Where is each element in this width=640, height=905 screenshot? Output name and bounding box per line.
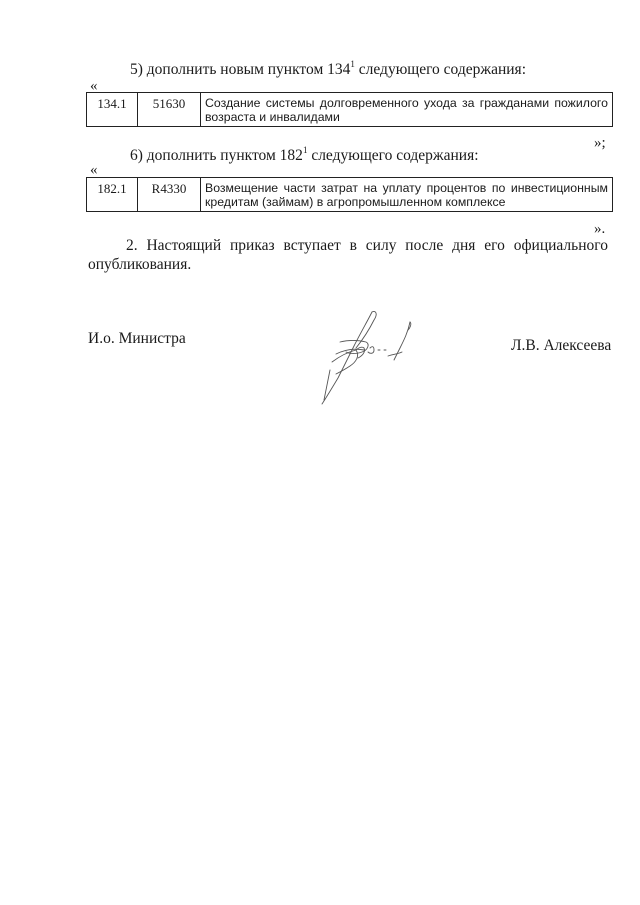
item-6-line — [130, 146, 479, 166]
item-5-text-after: следующего содержания: — [354, 61, 526, 78]
handwritten-signature — [310, 300, 430, 410]
clause-2-paragraph: 2. Настоящий приказ вступает в силу после дня его официального опубликования. — [88, 237, 608, 273]
open-quote-2: « — [90, 162, 98, 178]
item-6-text: 6) дополнить пунктом 182 — [130, 147, 303, 164]
signatory-name: Л.В. Алексеева — [511, 337, 612, 354]
open-quote-1: « — [90, 78, 98, 94]
table-row — [87, 178, 613, 212]
description-cell: Возмещение части затрат на уплату процентов по инвестиционным кредитам (займам) в агропромышленном комплексе — [201, 178, 613, 212]
item-6-text-after: следующего содержания: — [307, 147, 479, 164]
code-cell: 51630 — [138, 93, 201, 127]
item-6-superscript: 1 — [302, 144, 308, 155]
item-5-text: 5) дополнить новым пунктом 134 — [130, 61, 351, 78]
table-row — [87, 93, 613, 127]
close-quote-2: ». — [594, 221, 606, 237]
item-5-superscript: 1 — [350, 58, 355, 69]
amendment-table-1 — [86, 92, 613, 127]
item-number-cell: 182.1 — [87, 178, 138, 212]
item-5-line — [130, 60, 526, 80]
item-number-cell: 134.1 — [87, 93, 138, 127]
close-quote-1: »; — [594, 135, 606, 151]
amendment-table-2 — [86, 177, 613, 212]
description-cell: Создание системы долговременного ухода за гражданами пожилого возраста и инвалидами — [201, 93, 613, 127]
signatory-position: И.о. Министра — [88, 330, 186, 347]
code-cell: R4330 — [138, 178, 201, 212]
